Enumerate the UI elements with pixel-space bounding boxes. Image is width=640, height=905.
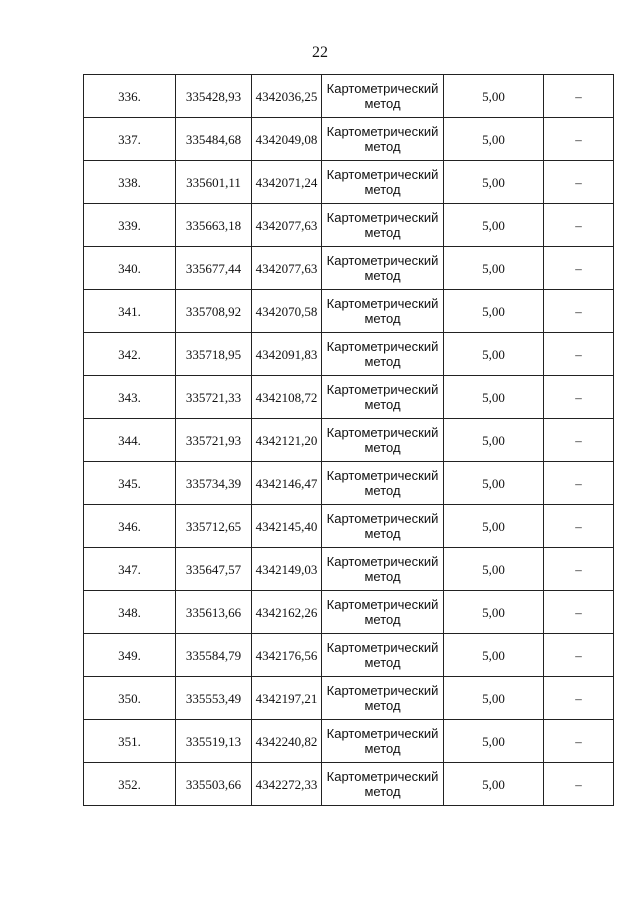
method-cell: [322, 290, 444, 333]
error-cell: 5,00: [444, 763, 544, 806]
method-cell: [322, 720, 444, 763]
y-coordinate-cell: 4342240,82: [252, 720, 322, 763]
method-line-2: метод: [364, 397, 401, 412]
note-cell: –: [544, 548, 614, 591]
y-coordinate-cell: 4342036,25: [252, 75, 322, 118]
method-line-2: метод: [364, 526, 401, 541]
point-number-cell: 347.: [84, 548, 176, 591]
error-cell: 5,00: [444, 290, 544, 333]
method-cell: [322, 634, 444, 677]
point-number-cell: 337.: [84, 118, 176, 161]
error-cell: 5,00: [444, 118, 544, 161]
table-row: [84, 419, 614, 462]
error-cell: 5,00: [444, 548, 544, 591]
x-coordinate-cell: 335718,95: [176, 333, 252, 376]
method-line-1: Картометрический: [326, 296, 439, 311]
method-cell: [322, 763, 444, 806]
method-line-2: метод: [364, 698, 401, 713]
x-coordinate-cell: 335721,93: [176, 419, 252, 462]
method-cell: [322, 505, 444, 548]
error-cell: 5,00: [444, 634, 544, 677]
method-line-1: Картометрический: [326, 339, 439, 354]
method-line-1: Картометрический: [326, 81, 439, 96]
note-cell: –: [544, 720, 614, 763]
y-coordinate-cell: 4342049,08: [252, 118, 322, 161]
method-line-2: метод: [364, 569, 401, 584]
method-line-2: метод: [364, 440, 401, 455]
point-number-cell: 336.: [84, 75, 176, 118]
y-coordinate-cell: 4342108,72: [252, 376, 322, 419]
x-coordinate-cell: 335712,65: [176, 505, 252, 548]
point-number-cell: 342.: [84, 333, 176, 376]
note-cell: –: [544, 333, 614, 376]
method-line-1: Картометрический: [326, 554, 439, 569]
y-coordinate-cell: 4342145,40: [252, 505, 322, 548]
point-number-cell: 340.: [84, 247, 176, 290]
method-line-1: Картометрический: [326, 124, 439, 139]
y-coordinate-cell: 4342077,63: [252, 247, 322, 290]
error-cell: 5,00: [444, 677, 544, 720]
table-row: [84, 75, 614, 118]
note-cell: –: [544, 118, 614, 161]
y-coordinate-cell: 4342091,83: [252, 333, 322, 376]
point-number-cell: 351.: [84, 720, 176, 763]
y-coordinate-cell: 4342149,03: [252, 548, 322, 591]
table-row: [84, 247, 614, 290]
error-cell: 5,00: [444, 75, 544, 118]
method-line-1: Картометрический: [326, 511, 439, 526]
error-cell: 5,00: [444, 247, 544, 290]
note-cell: –: [544, 591, 614, 634]
error-cell: 5,00: [444, 591, 544, 634]
method-line-2: метод: [364, 784, 401, 799]
method-cell: [322, 548, 444, 591]
error-cell: 5,00: [444, 462, 544, 505]
method-line-1: Картометрический: [326, 640, 439, 655]
y-coordinate-cell: 4342272,33: [252, 763, 322, 806]
table-row: [84, 763, 614, 806]
method-line-2: метод: [364, 354, 401, 369]
method-line-2: метод: [364, 311, 401, 326]
method-line-1: Картометрический: [326, 769, 439, 784]
table-row: [84, 677, 614, 720]
method-line-2: метод: [364, 225, 401, 240]
note-cell: –: [544, 376, 614, 419]
method-line-2: метод: [364, 655, 401, 670]
point-number-cell: 344.: [84, 419, 176, 462]
note-cell: –: [544, 247, 614, 290]
note-cell: –: [544, 763, 614, 806]
point-number-cell: 346.: [84, 505, 176, 548]
y-coordinate-cell: 4342176,56: [252, 634, 322, 677]
note-cell: –: [544, 462, 614, 505]
y-coordinate-cell: 4342197,21: [252, 677, 322, 720]
method-line-2: метод: [364, 182, 401, 197]
point-number-cell: 339.: [84, 204, 176, 247]
method-cell: [322, 161, 444, 204]
point-number-cell: 341.: [84, 290, 176, 333]
y-coordinate-cell: 4342121,20: [252, 419, 322, 462]
method-line-1: Картометрический: [326, 683, 439, 698]
note-cell: –: [544, 204, 614, 247]
method-cell: [322, 419, 444, 462]
table-row: [84, 333, 614, 376]
coordinates-table-body: [84, 75, 614, 806]
method-line-1: Картометрический: [326, 382, 439, 397]
point-number-cell: 352.: [84, 763, 176, 806]
table-row: [84, 204, 614, 247]
x-coordinate-cell: 335503,66: [176, 763, 252, 806]
method-cell: [322, 118, 444, 161]
point-number-cell: 348.: [84, 591, 176, 634]
point-number-cell: 338.: [84, 161, 176, 204]
error-cell: 5,00: [444, 720, 544, 763]
x-coordinate-cell: 335613,66: [176, 591, 252, 634]
x-coordinate-cell: 335484,68: [176, 118, 252, 161]
method-cell: [322, 75, 444, 118]
y-coordinate-cell: 4342146,47: [252, 462, 322, 505]
method-line-1: Картометрический: [326, 726, 439, 741]
method-line-1: Картометрический: [326, 597, 439, 612]
x-coordinate-cell: 335601,11: [176, 161, 252, 204]
table-row: [84, 118, 614, 161]
table-row: [84, 720, 614, 763]
table-row: [84, 290, 614, 333]
point-number-cell: 345.: [84, 462, 176, 505]
x-coordinate-cell: 335663,18: [176, 204, 252, 247]
method-line-1: Картометрический: [326, 210, 439, 225]
table-row: [84, 505, 614, 548]
method-cell: [322, 591, 444, 634]
x-coordinate-cell: 335734,39: [176, 462, 252, 505]
method-line-1: Картометрический: [326, 253, 439, 268]
method-cell: [322, 376, 444, 419]
coordinates-table: [83, 74, 614, 806]
x-coordinate-cell: 335721,33: [176, 376, 252, 419]
x-coordinate-cell: 335428,93: [176, 75, 252, 118]
method-cell: [322, 333, 444, 376]
error-cell: 5,00: [444, 333, 544, 376]
note-cell: –: [544, 290, 614, 333]
x-coordinate-cell: 335553,49: [176, 677, 252, 720]
method-cell: [322, 204, 444, 247]
x-coordinate-cell: 335519,13: [176, 720, 252, 763]
method-line-2: метод: [364, 612, 401, 627]
table-row: [84, 376, 614, 419]
error-cell: 5,00: [444, 376, 544, 419]
method-line-1: Картометрический: [326, 425, 439, 440]
error-cell: 5,00: [444, 419, 544, 462]
y-coordinate-cell: 4342071,24: [252, 161, 322, 204]
x-coordinate-cell: 335647,57: [176, 548, 252, 591]
method-cell: [322, 677, 444, 720]
method-line-1: Картометрический: [326, 468, 439, 483]
error-cell: 5,00: [444, 204, 544, 247]
note-cell: –: [544, 505, 614, 548]
method-cell: [322, 462, 444, 505]
x-coordinate-cell: 335708,92: [176, 290, 252, 333]
note-cell: –: [544, 677, 614, 720]
method-line-2: метод: [364, 96, 401, 111]
point-number-cell: 350.: [84, 677, 176, 720]
x-coordinate-cell: 335677,44: [176, 247, 252, 290]
table-row: [84, 548, 614, 591]
y-coordinate-cell: 4342162,26: [252, 591, 322, 634]
method-line-2: метод: [364, 139, 401, 154]
method-line-1: Картометрический: [326, 167, 439, 182]
error-cell: 5,00: [444, 161, 544, 204]
note-cell: –: [544, 419, 614, 462]
point-number-cell: 349.: [84, 634, 176, 677]
y-coordinate-cell: 4342077,63: [252, 204, 322, 247]
note-cell: –: [544, 75, 614, 118]
y-coordinate-cell: 4342070,58: [252, 290, 322, 333]
method-cell: [322, 247, 444, 290]
table-row: [84, 161, 614, 204]
method-line-2: метод: [364, 741, 401, 756]
table-row: [84, 462, 614, 505]
table-row: [84, 634, 614, 677]
method-line-2: метод: [364, 483, 401, 498]
point-number-cell: 343.: [84, 376, 176, 419]
note-cell: –: [544, 161, 614, 204]
x-coordinate-cell: 335584,79: [176, 634, 252, 677]
table-row: [84, 591, 614, 634]
note-cell: –: [544, 634, 614, 677]
page-number: 22: [312, 44, 328, 61]
error-cell: 5,00: [444, 505, 544, 548]
method-line-2: метод: [364, 268, 401, 283]
